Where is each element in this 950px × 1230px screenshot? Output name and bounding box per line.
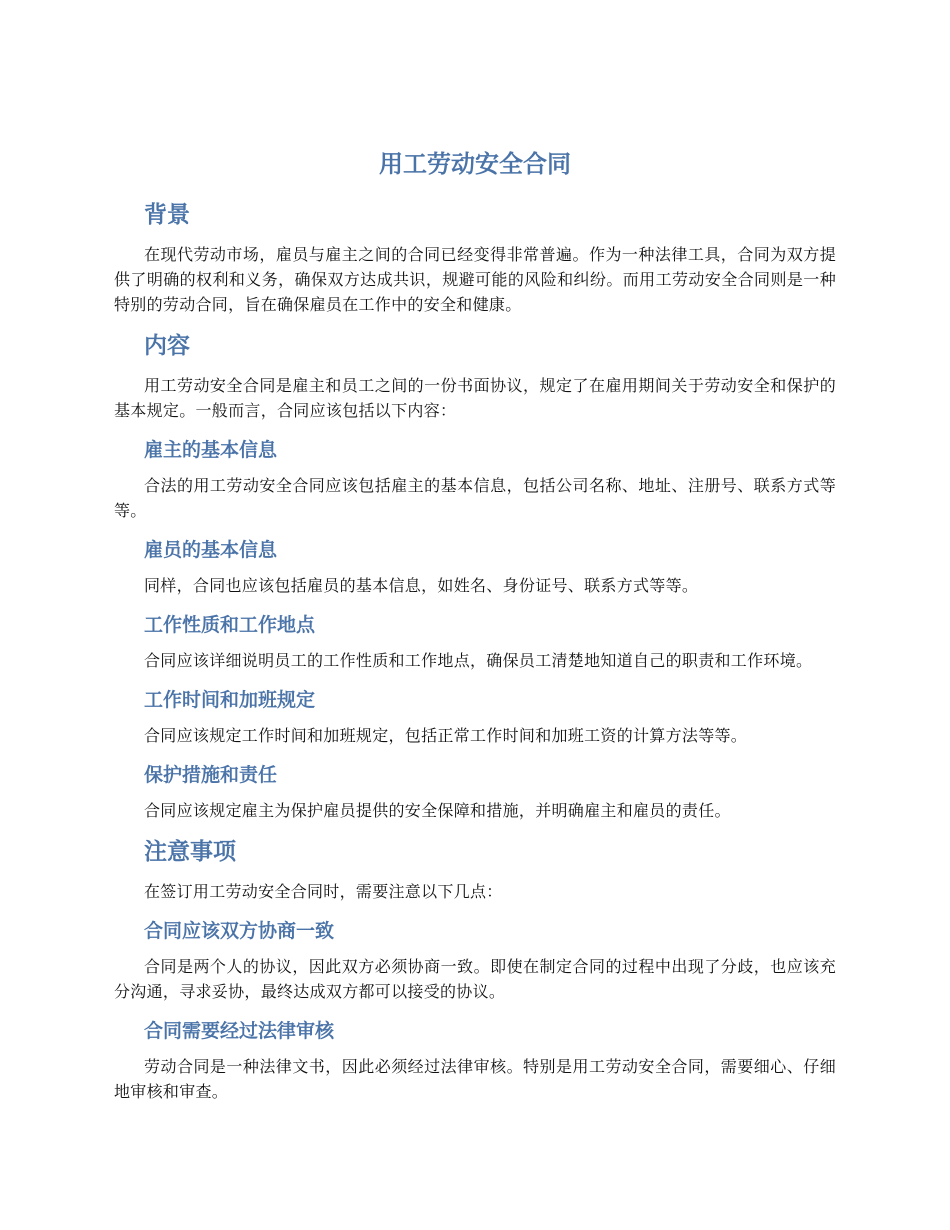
paragraph-legal-review: 劳动合同是一种法律文书，因此必须经过法律审核。特别是用工劳动安全合同，需要细心、仔细地审核和审查。 bbox=[114, 1057, 836, 1101]
subheading-work-hours: 工作时间和加班规定 bbox=[144, 689, 316, 711]
subheading-employer-info: 雇主的基本信息 bbox=[144, 439, 278, 461]
paragraph-protection: 合同应该规定雇主为保护雇员提供的安全保障和措施，并明确雇主和雇员的责任。 bbox=[144, 801, 731, 820]
subheading-employee-info: 雇员的基本信息 bbox=[144, 539, 278, 561]
subheading-mutual-agreement: 合同应该双方协商一致 bbox=[144, 920, 335, 942]
section-heading-content: 内容 bbox=[144, 333, 190, 359]
paragraph-employee-info: 同样，合同也应该包括雇员的基本信息，如姓名、身份证号、联系方式等等。 bbox=[144, 576, 699, 595]
subheading-work-nature: 工作性质和工作地点 bbox=[144, 614, 316, 636]
paragraph-notes-intro: 在签订用工劳动安全合同时，需要注意以下几点： bbox=[144, 882, 503, 901]
subheading-legal-review: 合同需要经过法律审核 bbox=[144, 1020, 335, 1042]
paragraph-mutual-agreement: 合同是两个人的协议，因此双方必须协商一致。即使在制定合同的过程中出现了分歧，也应该充分沟通，寻求妥协，最终达成双方都可以接受的协议。 bbox=[114, 957, 836, 1001]
paragraph-background: 在现代劳动市场，雇员与雇主之间的合同已经变得非常普遍。作为一种法律工具，合同为双方提供了明确的权利和义务，确保双方达成共识，规避可能的风险和纠纷。而用工劳动安全合同则是一种特别的劳动合同，旨在确保雇员在工作中的安全和健康。 bbox=[114, 245, 836, 314]
paragraph-content-intro: 用工劳动安全合同是雇主和员工之间的一份书面协议，规定了在雇用期间关于劳动安全和保护的基本规定。一般而言，合同应该包括以下内容： bbox=[114, 376, 836, 420]
paragraph-employer-info: 合法的用工劳动安全合同应该包括雇主的基本信息，包括公司名称、地址、注册号、联系方式等等。 bbox=[114, 476, 836, 520]
paragraph-work-hours: 合同应该规定工作时间和加班规定，包括正常工作时间和加班工资的计算方法等等。 bbox=[144, 726, 748, 745]
subheading-protection: 保护措施和责任 bbox=[144, 764, 278, 786]
section-heading-background: 背景 bbox=[144, 202, 190, 228]
section-heading-notes: 注意事项 bbox=[144, 839, 236, 865]
paragraph-work-nature: 合同应该详细说明员工的工作性质和工作地点，确保员工清楚地知道自己的职责和工作环境。 bbox=[144, 651, 813, 670]
document-title: 用工劳动安全合同 bbox=[379, 150, 571, 178]
